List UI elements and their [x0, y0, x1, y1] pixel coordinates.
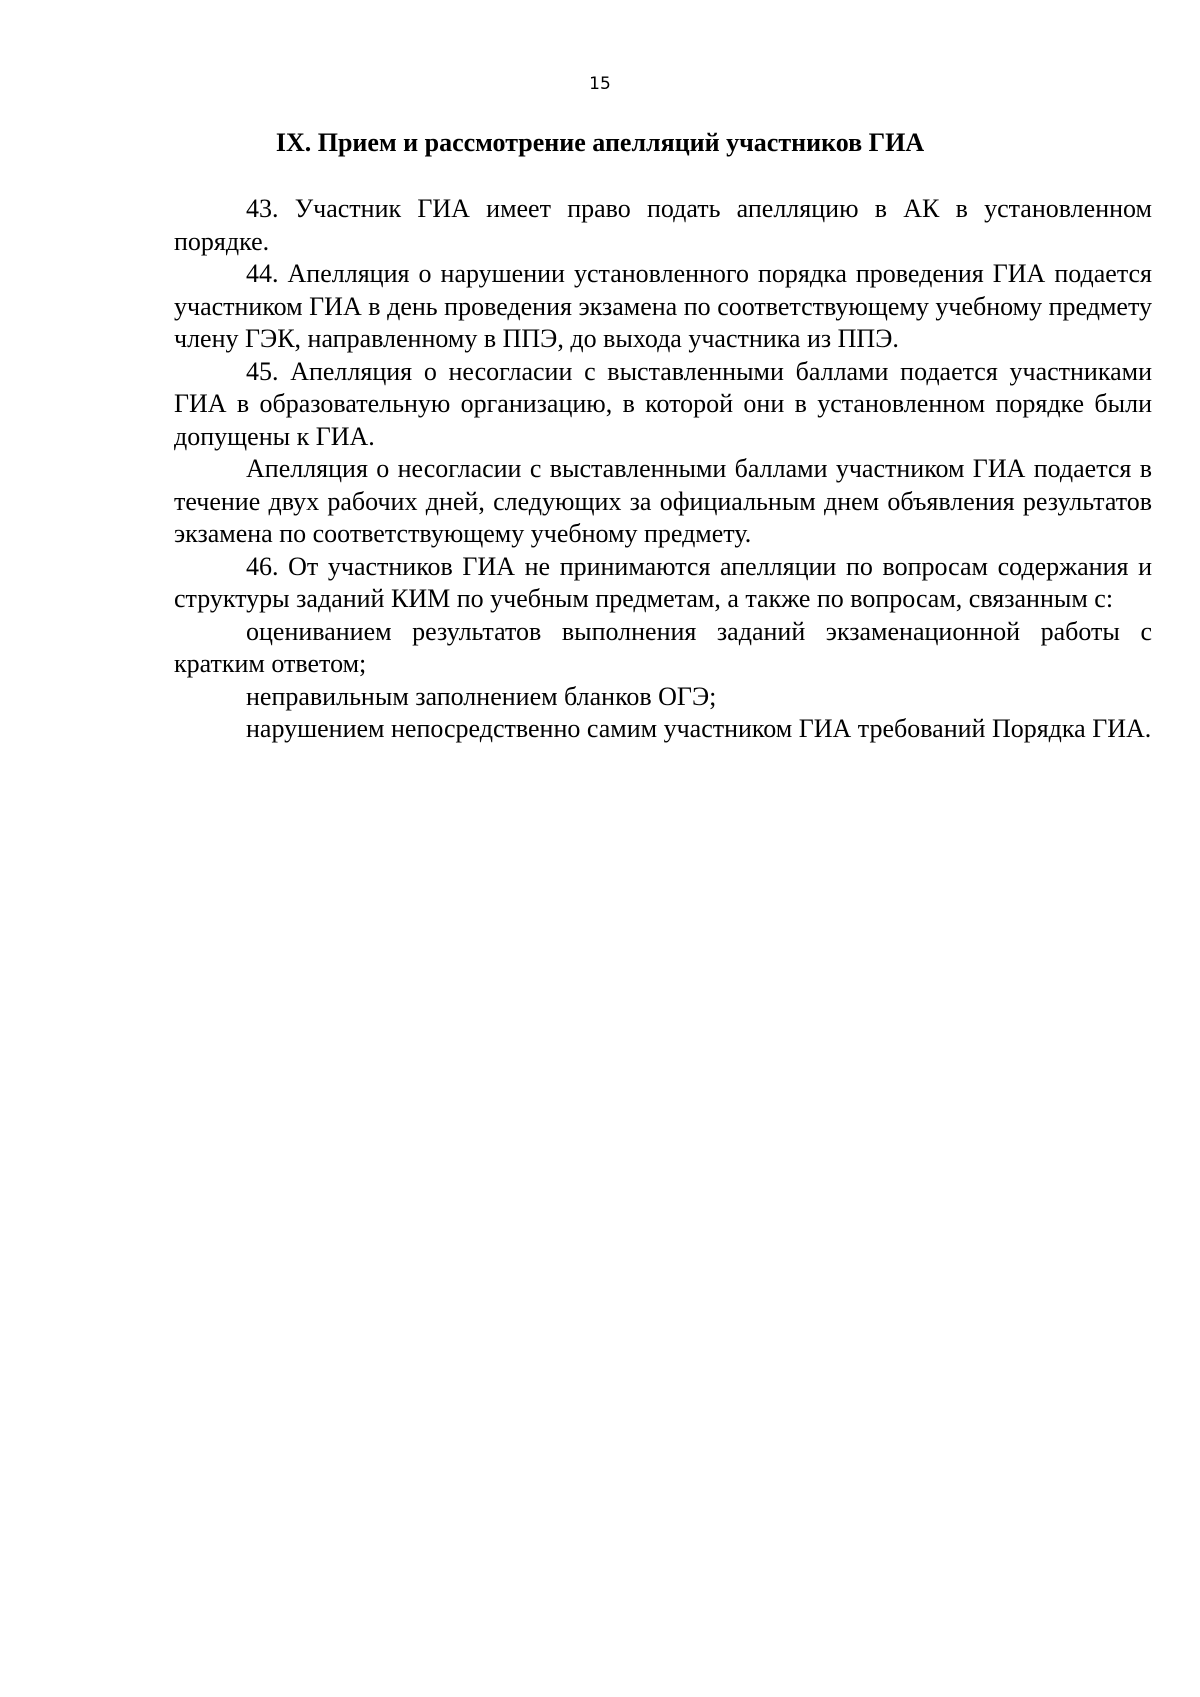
paragraph-44: 44. Апелляция о нарушении установленного порядка проведения ГИА подается участником ГИА в день проведения экзамена по соответствующему учебному предмету члену ГЭК, направленному в ППЭ, до выхода участника из ППЭ.	[174, 259, 1152, 353]
paragraph-45-continued: Апелляция о несогласии с выставленными баллами участником ГИА подается в течение двух рабочих дней, следующих за официальным днем объявления результатов экзамена по соответствующему учебному предмету.	[174, 454, 1152, 548]
section-title: IX. Прием и рассмотрение апелляций участников ГИА	[275, 128, 925, 157]
paragraph-45: 45. Апелляция о несогласии с выставленными баллами подается участниками ГИА в образовательную организацию, в которой они в установленном порядке были допущены к ГИА.	[174, 356, 1152, 451]
paragraph-43: 43. Участник ГИА имеет право подать апелляцию в АК в установленном порядке.	[174, 194, 1152, 256]
list-item-forms: неправильным заполнением бланков ОГЭ;	[246, 681, 717, 711]
paragraph-46: 46. От участников ГИА не принимаются апелляции по вопросам содержания и структуры заданий КИМ по учебным предметам, а также по вопросам, связанным с:	[174, 551, 1152, 613]
list-item-evaluation: оцениванием результатов выполнения заданий экзаменационной работы с кратким ответом;	[174, 616, 1152, 678]
page-number: 15	[589, 74, 611, 94]
list-item-violation: нарушением непосредственно самим участником ГИА требований Порядка ГИА.	[246, 714, 1152, 743]
section-body	[174, 193, 1152, 746]
